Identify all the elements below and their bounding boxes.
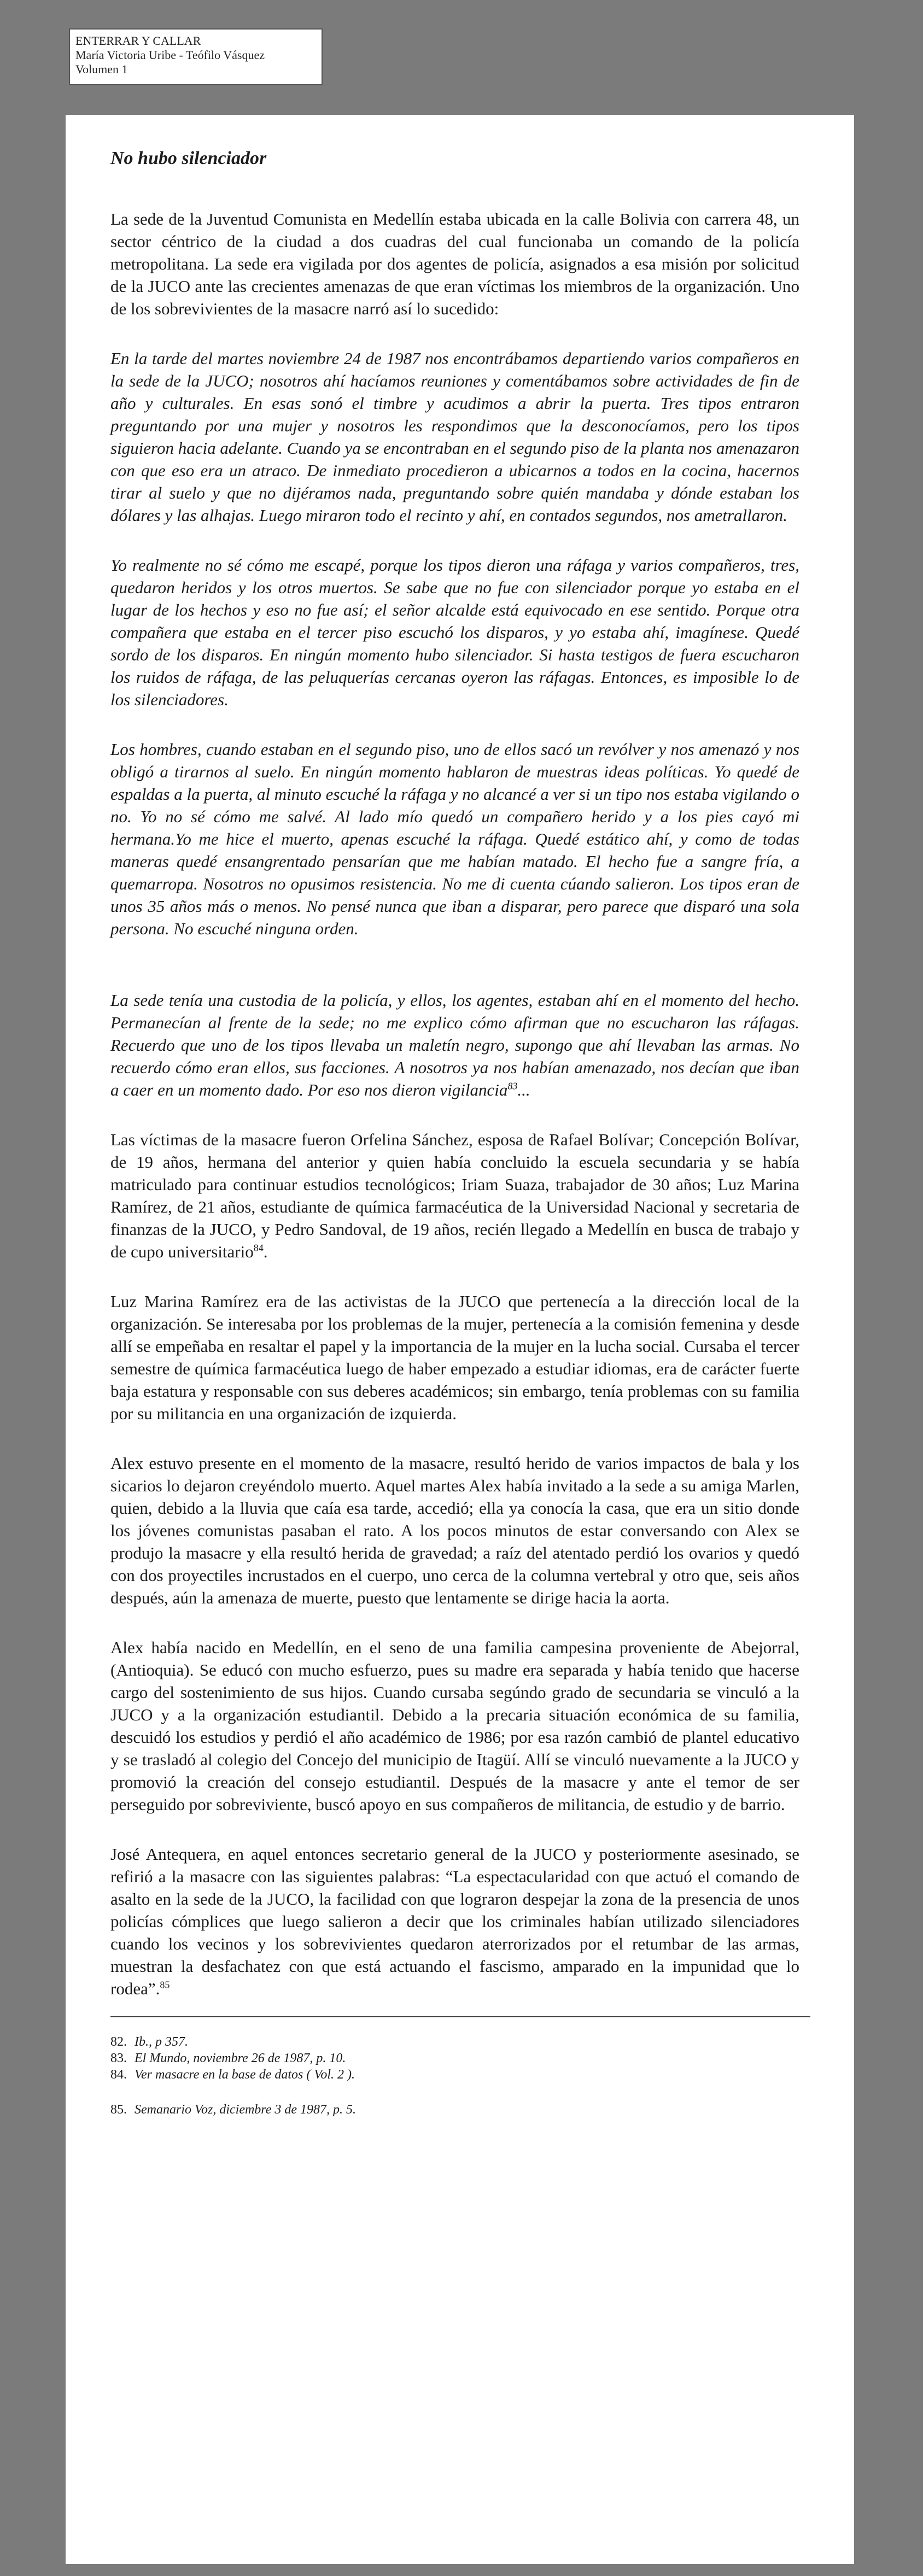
paragraph-luz-marina: Luz Marina Ramírez era de las activistas de la JUCO que pertenecía a la dirección local de la organización. Se interesaba por los problemas de la mujer, pertenecía a la comisión femenina y desde allí se empeñaba en resaltar el papel y la importancia de la mujer en la lucha social. Cursaba el tercer semestre de química farmacéutica luego de haber empezado a estudiar idiomas, era de carácter fuerte baja estatura y responsable con sus deberes académicos; sin embargo, tenía problemas con su familia por su militancia en una organización de izquierda.	[110, 1292, 799, 1423]
paragraph-intro: La sede de la Juventud Comunista en Medellín estaba ubicada en la calle Bolivia con carrera 48, un sector céntrico de la ciudad a dos cuadras del cual funcionaba un comando de la policía metropolitana. La sede era vigilada por dos agentes de policía, asignados a esa misión por solicitud de la JUCO ante las crecientes amenazas de que eran víctimas los miembros de la organización. Uno de los sobrevivientes de la masacre narró así lo sucedido:	[110, 209, 799, 318]
paragraph-alex-born: Alex había nacido en Medellín, en el seno de una familia campesina proveniente de Abejorral, (Antioquia). Se educó con mucho esfuerzo, pues su madre era separada y había tenido que hacerse cargo del sostenimiento de sus hijos. Cuando cursaba segúndo grado de secundaria se vinculó a la JUCO y a la organización estudiantil. Debido a la precaria situación económica de su familia, descuidó los estudios y perdió el año académico de 1986; por esa razón cambió de plantel educativo y se trasladó al colegio del Concejo del municipio de Itagüí. Allí se vinculó nuevamente a la JUCO y promovió la creación del consejo estudiantil. Después de la masacre y ante el temor de ser perseguido por sobreviviente, buscó apoyo en sus compañeros de militancia, de estudio y de barrio.	[110, 1638, 799, 1814]
book-volume: Volumen 1	[75, 62, 128, 76]
footnote: 83. El Mundo, noviembre 26 de 1987, p. 10.	[110, 2051, 346, 2065]
paragraph-antequera	[110, 1843, 799, 2000]
section-title: No hubo silenciador	[110, 148, 267, 168]
document-page	[66, 115, 854, 2564]
footnote: 82. Ib., p 357.	[110, 2035, 188, 2049]
footnote-divider	[110, 2016, 810, 2017]
book-authors: María Victoria Uribe - Teófilo Vásquez	[75, 48, 265, 62]
antequera-text: José Antequera, en aquel entonces secretario general de la JUCO y posteriormente asesinado, se refirió a la masacre con las siguientes palabras: “La espectacularidad con que actuó el comando de asalto en la sede de la JUCO, la facilidad con que lograron despejar la zona de la presencia de unos policías cómplices que luego salieron a decir que los criminales habían utilizado silenciadores cuando los vecinos y los sobrevivientes quedaron aterrorizados por el retumbar de las armas, muestran la desfachatez con que está actuando el fascismo, amparado en la impunidad que lo rodea”.	[110, 1845, 799, 1998]
victims-text: Las víctimas de la masacre fueron Orfelina Sánchez, esposa de Rafael Bolívar; Concepción Bolívar, de 19 años, hermana del anterior y quien había concluido la escuela secundaria y se había matriculado para continuar estudios tecnológicos; Iriam Suaza, trabajador de 30 años; Luz Marina Ramírez, de 21 años, estudiante de química farmacéutica de la Universidad Nacional y secretaria de finanzas de la JUCO, y Pedro Sandoval, de 19 años, recién llegado a Medellín en busca de trabajo y de cupo universitario	[110, 1130, 799, 1261]
testimony-quote-1: En la tarde del martes noviembre 24 de 1987 nos encontrábamos departiendo varios compañeros en la sede de la JUCO; nosotros ahí hacíamos reuniones y comentábamos sobre actividades de fin de año y culturales. En esas sonó el timbre y acudimos a abrir la puerta. Tres tipos entraron preguntando por una mujer y nosotros les respondimos que la desconocíamos, pero los tipos siguieron hacia adelante. Cuando ya se encontraban en el segundo piso de la planta nos amenazaron con que eso era un atraco. De inmediato procedieron a ubicarnos a todos en la cocina, hacernos tirar al suelo y que no dijéramos nada, preguntando sobre quién mandaba y dónde estaban los dólares y las alhajas. Luego miraron todo el recinto y ahí, en contados segundos, nos ametrallaron.	[110, 349, 799, 525]
book-header-box	[69, 28, 323, 85]
victims-period: .	[263, 1242, 268, 1261]
paragraph-victims	[110, 1128, 799, 1263]
footnotes	[110, 2034, 799, 2118]
footnote: 85. Semanario Voz, diciembre 3 de 1987, p. 5.	[110, 2103, 357, 2117]
footnote-ref-84: 84	[253, 1242, 264, 1254]
testimony-quote-4	[110, 989, 799, 1101]
paragraph-alex-present: Alex estuvo presente en el momento de la masacre, resultó herido de varios impactos de bala y los sicarios lo dejaron creyéndolo muerto. Aquel martes Alex había invitado a la sede a su amiga Marlen, quien, debido a la lluvia que caía esa tarde, accedió; ella ya conocía la casa, que era un sitio donde los jóvenes comunistas pasaban el rato. A los pocos minutos de estar conversando con Alex se produjo la masacre y ella resultó herida de gravedad; a raíz del atentado perdió los ovarios y quedó con dos proyectiles incrustados en el cuerpo, uno cerca de la columna vertebral y otro que, seis años después, aún la amenaza de muerte, puesto que lentamente se dirige hacia la aorta.	[110, 1454, 799, 1607]
testimony-quote-2: Yo realmente no sé cómo me escapé, porque los tipos dieron una ráfaga y varios compañeros, tres, quedaron heridos y los otros muertos. Se sabe que no fue con silenciador porque yo estaba en el lugar de los hechos y eso no fue así; el señor alcalde está equivocado en ese sentido. Porque otra compañera que estaba en el tercer piso escuchó los disparos, y yo estaba ahí, imagínese. Quedé sordo de los disparos. En ningún momento hubo silenciador. Si hasta testigos de fuera escucharon los ruidos de ráfaga, de las peluquerías cercanas oyeron las ráfagas. Entonces, es imposible lo de los silenciadores.	[110, 555, 799, 709]
book-title: ENTERRAR Y CALLAR	[75, 34, 201, 48]
footnote-ref-83: 83	[507, 1080, 518, 1092]
footnote-ref-85: 85	[160, 1979, 170, 1990]
quote-4-text: La sede tenía una custodia de la policía, y ellos, los agentes, estaban ahí en el momento del hecho. Permanecían al frente de la sede; no me explico cómo afirman que no escucharon las ráfagas. Recuerdo que uno de los tipos llevaba un maletín negro, supongo que ahí llevaban las armas. No recuerdo cómo eran ellos, sus facciones. A nosotros ya nos habían amenazado, nos decían que iban a caer en un momento dado. Por eso nos dieron vigilancia	[110, 991, 799, 1099]
testimony-quote-3: Los hombres, cuando estaban en el segundo piso, uno de ellos sacó un revólver y nos amenazó y nos obligó a tirarnos al suelo. En ningún momento hablaron de muestras ideas políticas. Yo quedé de espaldas a la puerta, al minuto escuché la ráfaga y no alcancé a ver si un tipo nos estaba vigilando o no. Yo no sé cómo me salvé. Al lado mío quedó un compañero herido y a los pies cayó mi hermana.Yo me hice el muerto, apenas escuché la ráfaga. Quedé estático ahí, y como de todas maneras quedé ensangrentado pensarían que me habían matado. El hecho fue a sangre fría, a quemarropa. Nosotros no opusimos resistencia. No me di cuenta cúando salieron. Los tipos eran de unos 35 años más o menos. No pensé nunca que iban a disparar, pero parece que disparó una sola persona. No escuché ninguna orden.	[110, 740, 799, 938]
quote-4-ellipsis: ...	[517, 1080, 530, 1099]
footnote: 84. Ver masacre en la base de datos ( Vol. 2 ).	[110, 2068, 355, 2082]
